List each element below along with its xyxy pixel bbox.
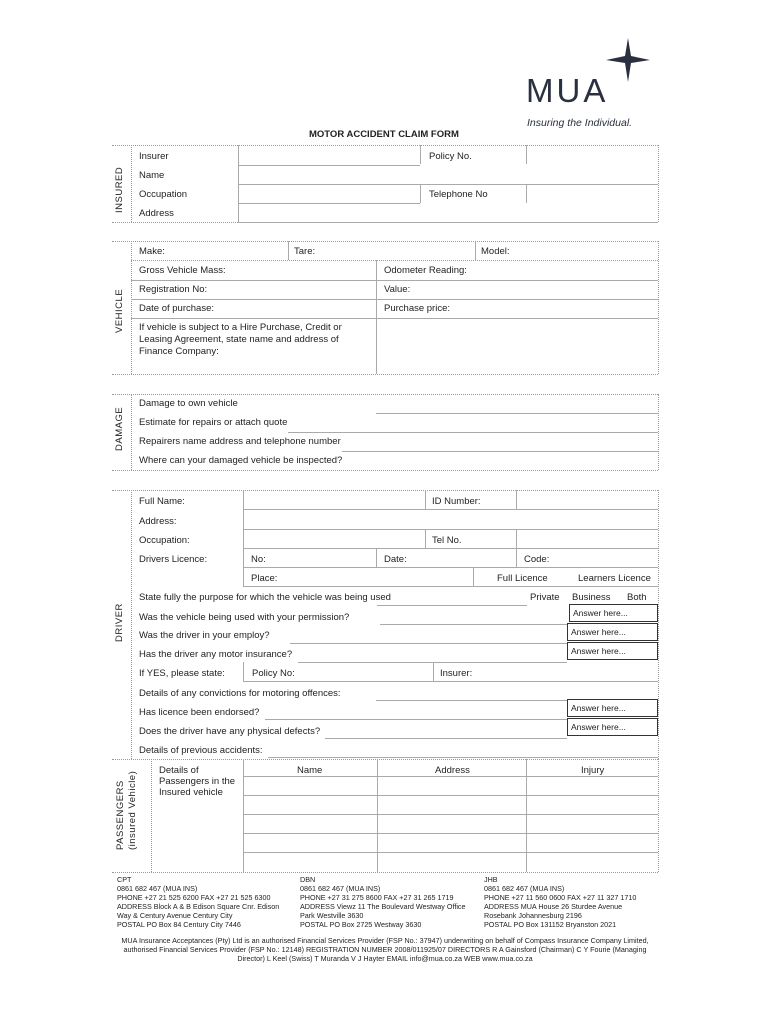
permission-label: Was the vehicle being used with your permission? <box>139 612 350 623</box>
motor-insurance-answer[interactable]: Answer here... <box>567 642 658 660</box>
repairers-label: Repairers name address and telephone number <box>139 436 341 447</box>
business-option[interactable]: Business <box>572 592 611 603</box>
finance-company-field[interactable] <box>377 319 657 373</box>
driver-policy-no-label: Policy No: <box>252 668 295 679</box>
purchase-price-label: Purchase price: <box>384 303 451 314</box>
occupation-label: Occupation <box>139 189 188 200</box>
passenger-injury-header: Injury <box>581 765 605 776</box>
passenger-address-header: Address <box>435 765 470 776</box>
learners-licence-option[interactable]: Learners Licence <box>578 573 651 584</box>
hire-purchase-line-2: Leasing Agreement, state name and address of <box>139 334 339 345</box>
employ-answer[interactable]: Answer here... <box>567 623 658 641</box>
insurer-field[interactable] <box>239 146 419 164</box>
licence-no-label: No: <box>251 554 266 565</box>
previous-accidents-label: Details of previous accidents: <box>139 745 263 756</box>
damage-own-label: Damage to own vehicle <box>139 398 238 409</box>
name-label: Name <box>139 170 165 181</box>
employ-label: Was the driver in your employ? <box>139 630 270 641</box>
address-label: Address <box>139 208 174 219</box>
model-label: Model: <box>481 246 510 257</box>
convictions-label: Details of any convictions for motoring offences: <box>139 688 341 699</box>
damage-own-field[interactable] <box>377 395 657 412</box>
policy-no-label: Policy No. <box>429 151 472 162</box>
licence-place-label: Place: <box>251 573 278 584</box>
full-licence-option[interactable]: Full Licence <box>497 573 548 584</box>
hire-purchase-line-1: If vehicle is subject to a Hire Purchase, Credit or <box>139 322 342 333</box>
make-label: Make: <box>139 246 165 257</box>
passengers-sublabel: (insured Vehicle) <box>127 770 138 850</box>
defects-answer[interactable]: Answer here... <box>567 718 658 736</box>
if-yes-label: If YES, please state: <box>139 668 225 679</box>
insured-label: INSURED <box>114 166 125 213</box>
office-cpt: CPT 0861 682 467 (MUA INS) PHONE +27 21 525 6200 FAX +27 21 525 6300 ADDRESS Block A & B Edison Square Cnr. Edison Way & Century Avenue Century City POSTAL PO Box 84 Century City 7446 <box>117 875 280 929</box>
odometer-label: Odometer Reading: <box>384 265 467 276</box>
insurer-label: Insurer <box>139 151 169 162</box>
id-number-label: ID Number: <box>432 496 481 507</box>
licence-label: Drivers Licence: <box>139 554 208 565</box>
full-name-label: Full Name: <box>139 496 185 507</box>
gvm-label: Gross Vehicle Mass: <box>139 265 226 276</box>
both-option[interactable]: Both <box>627 592 647 603</box>
driver-occupation-field[interactable] <box>244 530 424 547</box>
licence-code-label: Code: <box>524 554 550 565</box>
inspected-field[interactable] <box>345 452 657 469</box>
driver-insurer-label: Insurer: <box>440 668 473 679</box>
driver-occupation-label: Occupation: <box>139 535 190 546</box>
policy-no-field[interactable] <box>527 146 657 164</box>
repairers-field[interactable] <box>345 433 657 450</box>
motor-insurance-label: Has the driver any motor insurance? <box>139 649 293 660</box>
driver-address-field[interactable] <box>244 510 657 528</box>
vehicle-label: VEHICLE <box>114 288 125 333</box>
logo-tagline: Insuring the Individual. <box>527 117 633 129</box>
licence-date-label: Date: <box>384 554 407 565</box>
name-field[interactable] <box>239 166 657 183</box>
passenger-details-3: Insured vehicle <box>159 787 223 798</box>
driver-address-label: Address: <box>139 516 177 527</box>
logo-wordmark: MUA <box>526 72 609 109</box>
passengers-label: PASSENGERS <box>115 780 126 850</box>
tel-no-label: Tel No. <box>432 535 462 546</box>
full-name-field[interactable] <box>244 491 424 508</box>
damage-label: DAMAGE <box>114 406 125 451</box>
estimate-label: Estimate for repairs or attach quote <box>139 417 288 428</box>
date-purchase-label: Date of purchase: <box>139 303 214 314</box>
address-field[interactable] <box>239 204 657 221</box>
endorsed-answer[interactable]: Answer here... <box>567 699 658 717</box>
passenger-name-header: Name <box>297 765 323 776</box>
telephone-field[interactable] <box>527 185 657 202</box>
purpose-label: State fully the purpose for which the vehicle was being used <box>139 592 391 603</box>
value-label: Value: <box>384 284 411 295</box>
permission-answer[interactable]: Answer here... <box>569 604 658 622</box>
tel-no-field[interactable] <box>517 530 657 547</box>
id-number-field[interactable] <box>517 491 657 508</box>
inspected-label: Where can your damaged vehicle be inspected? <box>139 455 343 466</box>
model-field[interactable] <box>512 242 657 259</box>
occupation-field[interactable] <box>239 185 419 202</box>
hire-purchase-line-3: Finance Company: <box>139 346 219 357</box>
endorsed-label: Has licence been endorsed? <box>139 707 260 718</box>
driver-label: DRIVER <box>114 603 125 642</box>
office-jhb: JHB 0861 682 467 (MUA INS) PHONE +27 11 560 0600 FAX +27 11 327 1710 ADDRESS MUA House 26 Sturdee Avenue Rosebank Johannesburg 2196 POSTAL PO Box 131152 Bryanston 2021 <box>484 875 637 929</box>
telephone-label: Telephone No <box>429 189 488 200</box>
disclaimer: MUA Insurance Acceptances (Pty) Ltd is an authorised Financial Services Provider (FSP No.: 37947) underwriting on behalf of Compass Insurance Company Limited, authorised Financial Services Provider (FSP No.: 12148) REGISTRATION NUMBER 2008/011925/07 DIRECTORS R A Gainsford (Chairman) C Y Fourie (Managing Director) L Keel (Swiss) T Muranda V J Hayter EMAIL info@mua.co.za WEB www.mua.co.za <box>121 936 649 963</box>
tare-field[interactable] <box>318 242 474 259</box>
private-option[interactable]: Private <box>530 592 560 603</box>
form-title: MOTOR ACCIDENT CLAIM FORM <box>309 129 459 140</box>
registration-label: Registration No: <box>139 284 208 295</box>
passenger-details-1: Details of <box>159 765 199 776</box>
defects-label: Does the driver have any physical defects? <box>139 726 321 737</box>
make-field[interactable] <box>170 242 287 259</box>
tare-label: Tare: <box>294 246 316 257</box>
passenger-details-2: Passengers in the <box>159 776 236 787</box>
estimate-field[interactable] <box>377 414 657 431</box>
office-dbn: DBN 0861 682 467 (MUA INS) PHONE +27 31 275 8600 FAX +27 31 265 1719 ADDRESS Viewz 11 The Boulevard Westway Office Park Westville 3630 POSTAL PO Box 2725 Westway 3630 <box>300 875 466 929</box>
